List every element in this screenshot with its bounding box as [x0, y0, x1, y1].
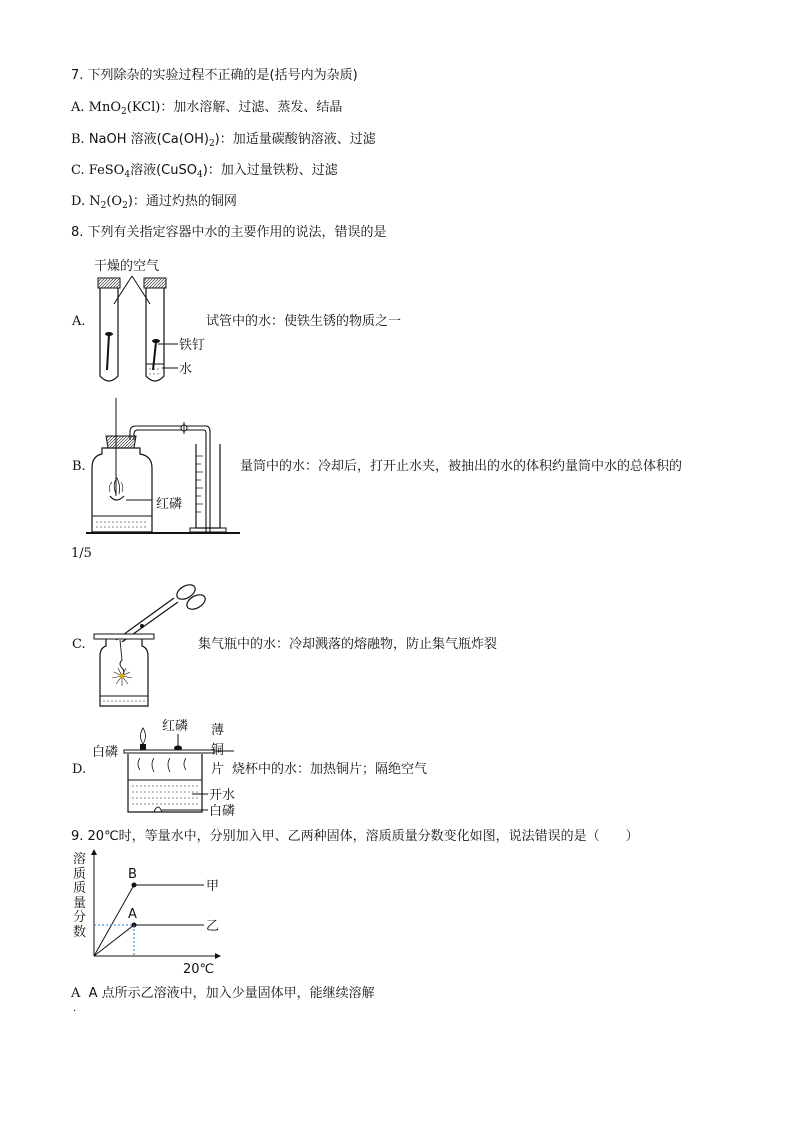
white-phosphorus-bottom-label: 白磷: [209, 804, 236, 819]
q7-option-a: A. MnO$_2$(KCl)：加水溶解、过滤、蒸发、结晶: [71, 100, 343, 117]
dry-air-label: 干燥的空气: [94, 259, 160, 274]
phosphorus-jar-figure: [86, 396, 246, 538]
q9-stem: 9. 20℃时，等量水中，分别加入甲、乙两种固体，溶质质量分数变化如图，说法错误的是（ ）: [71, 829, 639, 844]
series-yi-label: 乙: [206, 919, 220, 934]
series-jia-label: 甲: [206, 879, 220, 894]
q8-option-a-text: 试管中的水：使铁生锈的物质之一: [206, 314, 402, 329]
q7-stem: 7. 下列除杂的实验过程不正确的是(括号内为杂质): [71, 68, 358, 83]
q7-option-b: B. NaOH 溶液$(Ca(OH)_2)$：加适量碳酸钠溶液、过滤: [71, 132, 376, 149]
q8-option-c-text: 集气瓶中的水：冷却溅落的熔融物，防止集气瓶炸裂: [198, 637, 498, 652]
x-axis-label: 20℃: [183, 962, 215, 977]
q8-option-a-letter: A.: [72, 314, 86, 329]
q9-option-a: A A 点所示乙溶液中，加入少量固体甲，能继续溶解: [71, 986, 375, 1001]
series-yi-line: [94, 925, 204, 956]
white-phosphorus-left-label: 白磷: [92, 745, 119, 760]
q8-option-b-letter: B.: [72, 459, 86, 474]
iron-nail-label: 铁钉: [179, 338, 206, 353]
q8-option-c-letter: C.: [72, 637, 86, 652]
thin-copper-label-3: 片: [211, 762, 225, 777]
oxygen-jar-figure: [92, 576, 212, 710]
test-tube-figure: [86, 252, 216, 392]
boiling-water-label: 开水: [209, 788, 236, 803]
point-b-label: B: [128, 867, 137, 882]
q8-option-b-text: 量筒中的水：冷却后，打开止水夹，被抽出的水的体积约量筒中水的总体积的: [240, 459, 683, 474]
q7-option-c: C. FeSO$_4$溶液(CuSO$_4$)：加入过量铁粉、过滤: [71, 163, 338, 180]
red-phosphorus-label: 红磷: [156, 497, 183, 512]
red-phosphorus-top-label: 红磷: [162, 719, 189, 734]
q9-y-axis-label: 溶 质 质 量 分 数: [73, 852, 87, 940]
q9-option-a-mark: ．: [73, 1003, 83, 1014]
water-label: 水: [179, 362, 193, 377]
thin-copper-label-1: 薄: [211, 723, 225, 738]
point-b: [132, 883, 137, 888]
series-jia-line: [94, 885, 204, 956]
point-a-label: A: [128, 907, 137, 922]
q8-stem: 8. 下列有关指定容器中水的主要作用的说法，错误的是: [71, 225, 387, 240]
solubility-chart: [88, 850, 228, 978]
q8-option-d-letter: D.: [72, 762, 87, 777]
thin-copper-label-2: 铜: [211, 743, 225, 758]
q8-option-d-text: 烧杯中的水：加热铜片；隔绝空气: [232, 762, 428, 777]
q8-option-b-text-cont: 1/5: [71, 546, 92, 561]
q7-option-d: D. $N_2(O_2)$：通过灼热的铜网: [71, 194, 237, 211]
